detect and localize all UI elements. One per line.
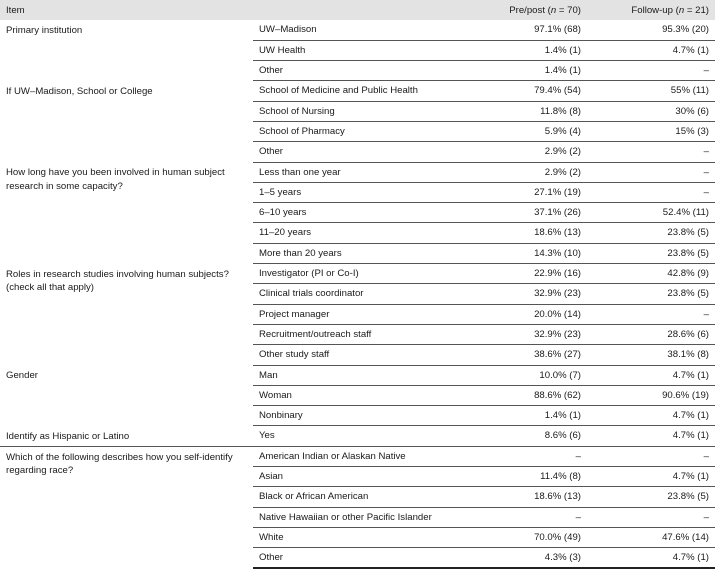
followup-value: 23.8% (5) bbox=[587, 243, 715, 263]
followup-value: 23.8% (5) bbox=[587, 487, 715, 507]
option-label: Nonbinary bbox=[253, 406, 467, 426]
option-label: Other bbox=[253, 142, 467, 162]
table-row bbox=[0, 81, 715, 101]
option-label: Other bbox=[253, 61, 467, 81]
option-label: UW Health bbox=[253, 40, 467, 60]
item-label: If UW–Madison, School or College bbox=[6, 85, 153, 97]
option-label: Clinical trials coordinator bbox=[253, 284, 467, 304]
option-label: White bbox=[253, 527, 467, 547]
prepost-value: 70.0% (49) bbox=[467, 527, 587, 547]
item-label: Gender bbox=[6, 370, 38, 382]
followup-value: – bbox=[587, 507, 715, 527]
followup-value: 30% (6) bbox=[587, 101, 715, 121]
prepost-value: 1.4% (1) bbox=[467, 40, 587, 60]
followup-value: – bbox=[587, 162, 715, 182]
option-label: 1–5 years bbox=[253, 182, 467, 202]
followup-value: – bbox=[587, 182, 715, 202]
followup-value: 55% (11) bbox=[587, 81, 715, 101]
prepost-value: 11.8% (8) bbox=[467, 101, 587, 121]
followup-value: 90.6% (19) bbox=[587, 385, 715, 405]
prepost-value: 37.1% (26) bbox=[467, 203, 587, 223]
followup-value: – bbox=[587, 304, 715, 324]
option-label: Black or African American bbox=[253, 487, 467, 507]
option-label: School of Pharmacy bbox=[253, 121, 467, 141]
followup-value: 15% (3) bbox=[587, 121, 715, 141]
table-row bbox=[0, 365, 715, 385]
prepost-value: 2.9% (2) bbox=[467, 162, 587, 182]
followup-value: – bbox=[587, 142, 715, 162]
header-followup bbox=[587, 0, 715, 20]
prepost-value: 11.4% (8) bbox=[467, 467, 587, 487]
followup-value: 47.6% (14) bbox=[587, 527, 715, 547]
option-label: UW–Madison bbox=[253, 20, 467, 40]
option-label: American Indian or Alaskan Native bbox=[253, 446, 467, 466]
option-label: Investigator (PI or Co-I) bbox=[253, 264, 467, 284]
option-label: School of Nursing bbox=[253, 101, 467, 121]
followup-value: 23.8% (5) bbox=[587, 284, 715, 304]
followup-value: 52.4% (11) bbox=[587, 203, 715, 223]
header-option bbox=[253, 0, 467, 20]
followup-value: 4.7% (1) bbox=[587, 467, 715, 487]
prepost-value: – bbox=[467, 507, 587, 527]
prepost-value: 97.1% (68) bbox=[467, 20, 587, 40]
prepost-value: 18.6% (13) bbox=[467, 487, 587, 507]
prepost-value: 14.3% (10) bbox=[467, 243, 587, 263]
prepost-value: 79.4% (54) bbox=[467, 81, 587, 101]
prepost-value: – bbox=[467, 446, 587, 466]
prepost-value: 1.4% (1) bbox=[467, 61, 587, 81]
followup-value: 42.8% (9) bbox=[587, 264, 715, 284]
followup-value: 4.7% (1) bbox=[587, 406, 715, 426]
table-row bbox=[0, 162, 715, 182]
followup-value: – bbox=[587, 446, 715, 466]
prepost-value: 1.4% (1) bbox=[467, 406, 587, 426]
prepost-value: 20.0% (14) bbox=[467, 304, 587, 324]
option-label: Man bbox=[253, 365, 467, 385]
header-row bbox=[0, 0, 715, 20]
item-label: How long have you been involved in human subject research in some capacity? bbox=[6, 167, 225, 192]
header-followup-n: n bbox=[678, 4, 685, 16]
followup-value: 95.3% (20) bbox=[587, 20, 715, 40]
option-label: Yes bbox=[253, 426, 467, 446]
prepost-value: 8.6% (6) bbox=[467, 426, 587, 446]
prepost-value: 18.6% (13) bbox=[467, 223, 587, 243]
option-label: More than 20 years bbox=[253, 243, 467, 263]
option-label: School of Medicine and Public Health bbox=[253, 81, 467, 101]
header-prepost-n: n bbox=[550, 4, 557, 16]
option-label: 11–20 years bbox=[253, 223, 467, 243]
prepost-value: 38.6% (27) bbox=[467, 345, 587, 365]
table-row bbox=[0, 446, 715, 466]
prepost-value: 5.9% (4) bbox=[467, 121, 587, 141]
followup-value: 38.1% (8) bbox=[587, 345, 715, 365]
prepost-value: 2.9% (2) bbox=[467, 142, 587, 162]
followup-value: 4.7% (1) bbox=[587, 426, 715, 446]
item-label: Which of the following describes how you self-identify regarding race? bbox=[6, 451, 233, 477]
prepost-value: 22.9% (16) bbox=[467, 264, 587, 284]
header-followup-suffix: = 21) bbox=[684, 4, 709, 16]
option-label: Other bbox=[253, 548, 467, 568]
table-header bbox=[0, 0, 715, 20]
option-label: Asian bbox=[253, 467, 467, 487]
followup-value: 4.7% (1) bbox=[587, 40, 715, 60]
option-label: Project manager bbox=[253, 304, 467, 324]
prepost-value: 4.3% (3) bbox=[467, 548, 587, 568]
prepost-value: 32.9% (23) bbox=[467, 324, 587, 344]
header-prepost bbox=[467, 0, 587, 20]
header-prepost-prefix: Pre/post ( bbox=[509, 4, 551, 16]
table-row bbox=[0, 264, 715, 284]
header-prepost-suffix: = 70) bbox=[556, 4, 581, 16]
item-label: Primary institution bbox=[6, 25, 83, 36]
item-label: Identify as Hispanic or Latino bbox=[0, 426, 253, 446]
item-label: Roles in research studies involving human subjects? (check all that apply) bbox=[6, 268, 229, 294]
prepost-value: 32.9% (23) bbox=[467, 284, 587, 304]
option-label: Woman bbox=[253, 385, 467, 405]
followup-value: 28.6% (6) bbox=[587, 324, 715, 344]
followup-value: 23.8% (5) bbox=[587, 223, 715, 243]
option-label: 6–10 years bbox=[253, 203, 467, 223]
option-label: Other study staff bbox=[253, 345, 467, 365]
followup-value: 4.7% (1) bbox=[587, 365, 715, 385]
followup-value: – bbox=[587, 61, 715, 81]
prepost-value: 27.1% (19) bbox=[467, 182, 587, 202]
header-followup-prefix: Follow-up ( bbox=[631, 4, 679, 16]
table-body bbox=[0, 20, 715, 568]
prepost-value: 10.0% (7) bbox=[467, 365, 587, 385]
table-row bbox=[0, 426, 715, 446]
table-row bbox=[0, 20, 715, 40]
option-label: Less than one year bbox=[253, 162, 467, 182]
option-label: Recruitment/outreach staff bbox=[253, 324, 467, 344]
followup-value: 4.7% (1) bbox=[587, 548, 715, 568]
option-label: Native Hawaiian or other Pacific Islander bbox=[253, 507, 467, 527]
header-item: Item bbox=[6, 4, 25, 16]
prepost-value: 88.6% (62) bbox=[467, 385, 587, 405]
